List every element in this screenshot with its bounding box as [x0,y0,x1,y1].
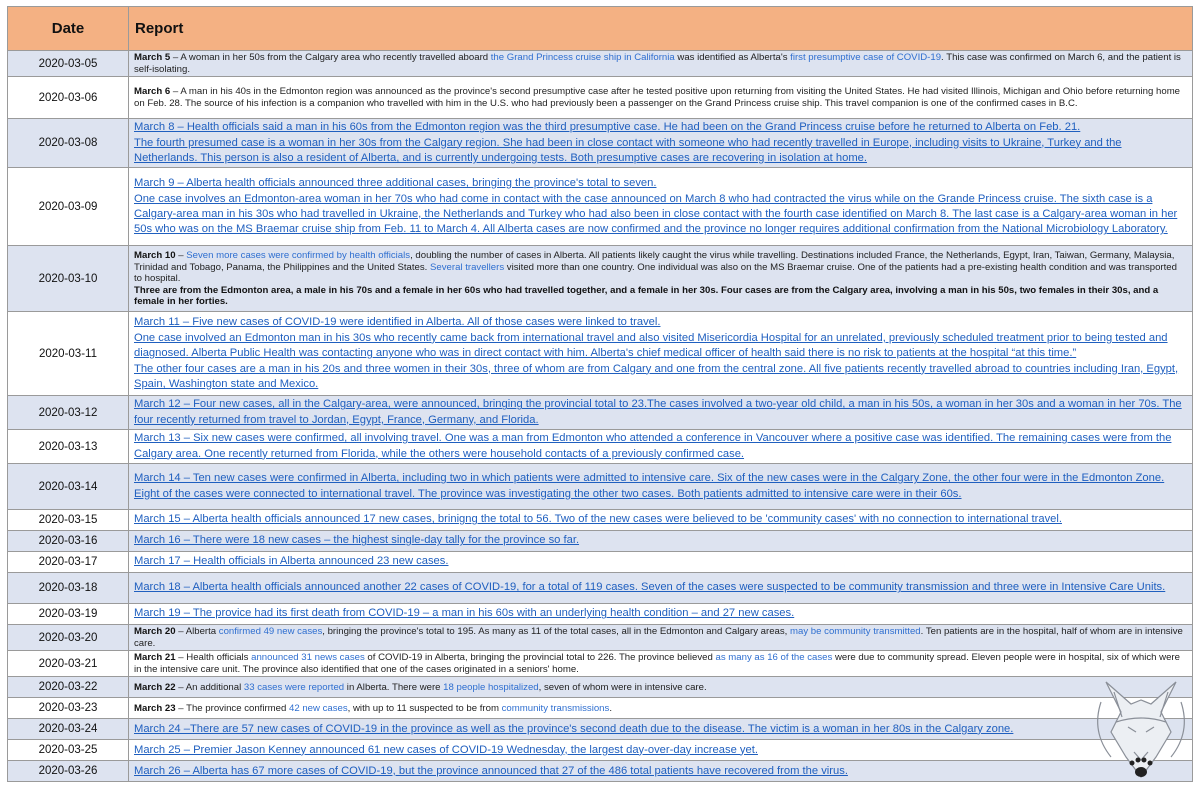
report-paragraph[interactable]: March 25 – Premier Jason Kenney announced 61 new cases of COVID-19 Wednesday, the largest day-over-day increase yet. [134,743,758,756]
report-text-link[interactable] [134,580,1187,595]
report-paragraph[interactable]: March 12 – Four new cases, all in the Calgary-area, were announced, bringing the provincial total to 23.The cases involved a two-year old child, a man in his 50s, a woman in her 30s and a woman in her 70s. The four recently returned from travel to Jordan, Egypt, France, Germany, and Florida. [134,398,1182,426]
row-report [129,396,1193,430]
report-paragraph[interactable]: The fourth presumed case is a woman in her 30s from the Calgary region. She had been in close contact with someone who had recently travelled in Europe, including visits to Ukraine, Turkey and the Netherlands. This person is also a resident of Alberta, and is currently undergoing tests. Both presumptive cases are recovering in isolation at home. [134,136,1122,164]
row-date: 2020-03-20 [8,625,129,651]
table-row [8,573,1193,604]
report-paragraph [134,52,1187,75]
report-link[interactable]: first presumptive case of COVID-19 [790,52,942,63]
report-date-label: March 22 [134,681,176,693]
report-paragraph [134,86,1187,109]
report-text-link[interactable] [134,743,1187,758]
row-report [129,552,1193,573]
table-row [8,312,1193,396]
row-date: 2020-03-21 [8,651,129,677]
report-table [7,6,1193,782]
report-paragraph [134,250,1187,285]
report-text [134,626,1187,649]
report-text-segment: , bringing the province's total to 195. As many as 11 of the total cases, all in the Edmonton and Calgary areas, [322,626,791,638]
report-text-segment: , with up to 11 suspected to be from [347,702,502,714]
report-text-segment: , doubling the number of cases in Alberta. All patients likely caught the virus while travelling. Destinations included France, the Netherlands, Egypt, Iran, Taiwan, Germany, Malaysia, Trinidad and Tobago, Panama, the Philippines and the United States. [134,249,1175,273]
row-report [129,312,1193,396]
row-date: 2020-03-05 [8,51,129,77]
row-date: 2020-03-26 [8,761,129,782]
row-report [129,510,1193,531]
report-paragraph[interactable]: March 14 – Ten new cases were confirmed in Alberta, including two in which patients were admitted to intensive care. Six of the new cases were in the Calgary Zone, the other four were in the Edmonton Zone. Eight of the cases were connected to international travel. The province was investigating the other two cases. Both patients admitted to intensive care were in their 60s. [134,472,1165,500]
report-text-link[interactable] [134,176,1187,238]
row-report [129,573,1193,604]
report-date-label: March 5 [134,52,171,63]
row-date: 2020-03-16 [8,531,129,552]
report-text-segment: – A man in his 40s in the Edmonton region was announced as the province's second presumptive case after he tested positive upon returning from visiting the United States. He had visited Illinois, Michigan and Ohio before returning home on Feb. 28. The source of his infection is a companion who travelled with him in the U.S. who had previously been a passenger on the Grand Princess cruise ship. This travel companion is one of the confirmed cases in B.C. [134,86,1181,109]
row-date: 2020-03-08 [8,119,129,168]
report-text-link[interactable] [134,315,1187,392]
report-text-segment: in Alberta. There were [344,681,444,693]
table-row [8,396,1193,430]
row-report [129,625,1193,651]
report-paragraph[interactable]: One case involves an Edmonton-area woman in her 70s who had come in contact with the case announced on March 8 who had contracted the virus while on the Grande Princess cruise. The sixth case is a Calgary-area man in his 30s who had travelled in Ukraine, the Netherlands and Turkey who had also been in close contact with the fourth case identified on March 8. The last case is a Calgary-area woman in her 50s who was on the MS Braemar cruise ship from Feb. 11 to March 4. All Alberta cases are now confirmed and the province no longer requires additional confirmation from the National Microbiology Laboratory. [134,192,1178,236]
row-date: 2020-03-18 [8,573,129,604]
report-text-segment: – The province confirmed [175,702,289,714]
table-row [8,698,1193,719]
report-paragraph[interactable]: March 15 – Alberta health officials announced 17 new cases, brinigng the total to 56. Two of the new cases were believed to be 'community cases' with no connection to international travel. [134,513,1062,526]
report-text-segment: – An additional [175,681,244,693]
report-paragraph[interactable]: March 11 – Five new cases of COVID-19 were identified in Alberta. All of those cases were linked to travel. [134,316,661,329]
row-report [129,430,1193,464]
report-date-label: March 10 [134,249,176,261]
wolf-logo-icon [1086,672,1196,787]
row-date: 2020-03-06 [8,77,129,119]
row-report [129,740,1193,761]
row-report [129,719,1193,740]
row-report [129,168,1193,246]
report-text [134,52,1187,75]
report-text-link[interactable] [134,533,1187,548]
report-text-segment: . [609,702,612,714]
row-report [129,698,1193,719]
table-row [8,625,1193,651]
report-link[interactable]: Several travellers [430,261,505,273]
report-link[interactable]: 42 new cases [289,702,348,714]
report-text-segment: of COVID-19 in Alberta, bringing the provincial total to 226. The province believed [364,652,716,664]
report-text [134,682,1187,694]
report-text-segment: – Health officials [175,652,252,664]
report-text-segment: were due to community spread. Eleven people were in hospital, six of which were in the intensive care unit. The province also identified that one of the cases originated in a seniors' home. [134,652,1180,675]
report-text-segment: . This case was confirmed on March 6, and the patient is self-isolating. [134,52,1181,75]
report-text [134,703,1187,715]
report-paragraph[interactable]: March 26 – Alberta has 67 more cases of COVID-19, but the province announced that 27 of the 486 total patients have recovered from the virus. [134,764,848,777]
row-report [129,464,1193,510]
row-date: 2020-03-09 [8,168,129,246]
row-date: 2020-03-24 [8,719,129,740]
row-report [129,677,1193,698]
row-date: 2020-03-15 [8,510,129,531]
report-text-link[interactable] [134,722,1187,737]
header-row [8,7,1193,51]
report-paragraph[interactable]: March 8 – Health officials said a man in his 60s from the Edmonton region was the third presumptive case. He had been on the Grand Princess cruise before he returned to Alberta on Feb. 21. [134,121,1081,134]
report-text-link[interactable] [134,764,1187,779]
row-date: 2020-03-13 [8,430,129,464]
row-date: 2020-03-14 [8,464,129,510]
report-text [134,652,1187,675]
report-link[interactable]: announced 31 news cases [251,652,365,664]
report-link[interactable]: as many as 16 of the cases [715,652,833,664]
report-paragraph [134,703,1187,715]
table-row [8,677,1193,698]
row-report [129,651,1193,677]
report-bold-paragraph: Three are from the Edmonton area, a male in his 70s and a female in her 60s who had travelled together, and a female in her 30s. Four cases are from the Calgary area, involving a man in his 50s, two females in their 30s, and a female in her forties. [134,284,1159,308]
report-paragraph[interactable]: March 13 – Six new cases were confirmed, all involving travel. One was a man from Edmonton who attended a conference in Vancouver where a positive case was identified. The remaining cases were from the Calgary area. One recently returned from Florida, while the others were household contacts of a previously confirmed case. [134,432,1172,460]
report-link[interactable]: Seven more cases were confirmed by health officials [186,249,411,261]
row-report [129,531,1193,552]
row-date: 2020-03-17 [8,552,129,573]
table-row [8,719,1193,740]
report-link[interactable]: 33 cases were reported [243,681,345,693]
report-link[interactable]: confirmed 49 new cases [218,626,323,638]
report-table-body [8,51,1193,782]
table-row [8,246,1193,312]
row-date: 2020-03-22 [8,677,129,698]
report-text-link[interactable] [134,397,1187,428]
row-date: 2020-03-19 [8,604,129,625]
table-row [8,761,1193,782]
report-paragraph[interactable]: March 18 – Alberta health officials announced another 22 cases of COVID-19, for a total of 119 cases. Seven of the cases were suspected to be community transmission and three were in Intensive Care Units. [134,581,1166,594]
report-link[interactable]: the Grand Princess cruise ship in California [490,52,675,63]
report-text-link[interactable] [134,554,1187,569]
report-paragraph[interactable]: March 24 –There are 57 new cases of COVID-19 in the province as well as the province's second death due to the disease. The victim is a woman in her 80s in the Calgary zone. [134,722,1014,735]
report-link[interactable]: community transmissions [501,702,610,714]
row-report [129,119,1193,168]
table-row [8,430,1193,464]
report-paragraph [134,626,1187,649]
report-text-link[interactable] [134,606,1187,621]
row-report [129,77,1193,119]
report-text-segment: visited more than one country. One individual was also on the MS Braemar cruise. One of the patients had a pre-existing health condition and was transported to hospital. [134,261,1177,285]
row-report [129,246,1193,312]
report-text-link[interactable] [134,471,1187,502]
report-paragraph[interactable]: March 17 – Health officials in Alberta announced 23 new cases. [134,555,449,568]
table-row [8,51,1193,77]
table-row [8,604,1193,625]
report-paragraph[interactable]: March 16 – There were 18 new cases – the highest single-day tally for the province so far. [134,534,580,547]
table-row [8,531,1193,552]
row-report [129,51,1193,77]
table-row [8,119,1193,168]
report-text [134,250,1187,308]
report-text-link[interactable] [134,120,1187,166]
report-paragraph [134,652,1187,675]
report-text-segment: . Ten patients are in the hospital, half of whom are in intensive care. [134,626,1183,649]
report-date-label: March 20 [134,626,176,638]
report-link[interactable]: may be community transmitted [790,626,921,638]
report-text-segment: – Alberta [175,626,219,638]
row-date: 2020-03-25 [8,740,129,761]
report-column-header: Report [129,7,1193,51]
report-text-segment: , seven of whom were in intensive care. [538,681,707,693]
report-text-segment: – A woman in her 50s from the Calgary area who recently travelled aboard [170,52,491,63]
report-date-label: March 6 [134,86,171,98]
row-date: 2020-03-10 [8,246,129,312]
report-link[interactable]: 18 people hospitalized [443,681,539,693]
table-row [8,464,1193,510]
row-report [129,761,1193,782]
row-date: 2020-03-11 [8,312,129,396]
report-paragraph[interactable]: One case involved an Edmonton man in his 30s who recently came back from international travel and also visited Misericordia Hospital for an unrelated, previously scheduled treatment prior to being tested and diagnosed. Alberta Public Health was contacting anyone who was in direct contact with him. Alberta's chief medical officer of health said there is no risk to patients at the hospital “at this time.” [134,331,1168,360]
table-row [8,77,1193,119]
row-report [129,604,1193,625]
report-paragraph[interactable]: March 9 – Alberta health officials announced three additional cases, bringing the province's total to seven. [134,177,657,190]
report-paragraph[interactable]: March 19 – The provice had its first death from COVID-19 – a man in his 60s with an underlying health condition – and 27 new cases. [134,607,795,620]
report-date-label: March 21 [134,652,176,664]
report-text-link[interactable] [134,512,1187,527]
table-row [8,552,1193,573]
row-date: 2020-03-23 [8,698,129,719]
report-text-link[interactable] [134,431,1187,462]
row-date: 2020-03-12 [8,396,129,430]
table-row [8,168,1193,246]
report-text [134,86,1187,109]
report-text-segment: – [175,249,187,261]
table-row [8,651,1193,677]
table-row [8,510,1193,531]
report-text-segment: was identified as Alberta's [674,52,791,63]
report-paragraph [134,682,1187,694]
date-column-header: Date [8,7,129,51]
report-paragraph[interactable]: The other four cases are a man in his 20s and three women in their 30s, three of whom are from Calgary and one from the central zone. All five patients recently travelled abroad to countries including Iran, Egypt, Spain, Washington state and Mexico. [134,362,1179,391]
report-date-label: March 23 [134,702,176,714]
table-row [8,740,1193,761]
